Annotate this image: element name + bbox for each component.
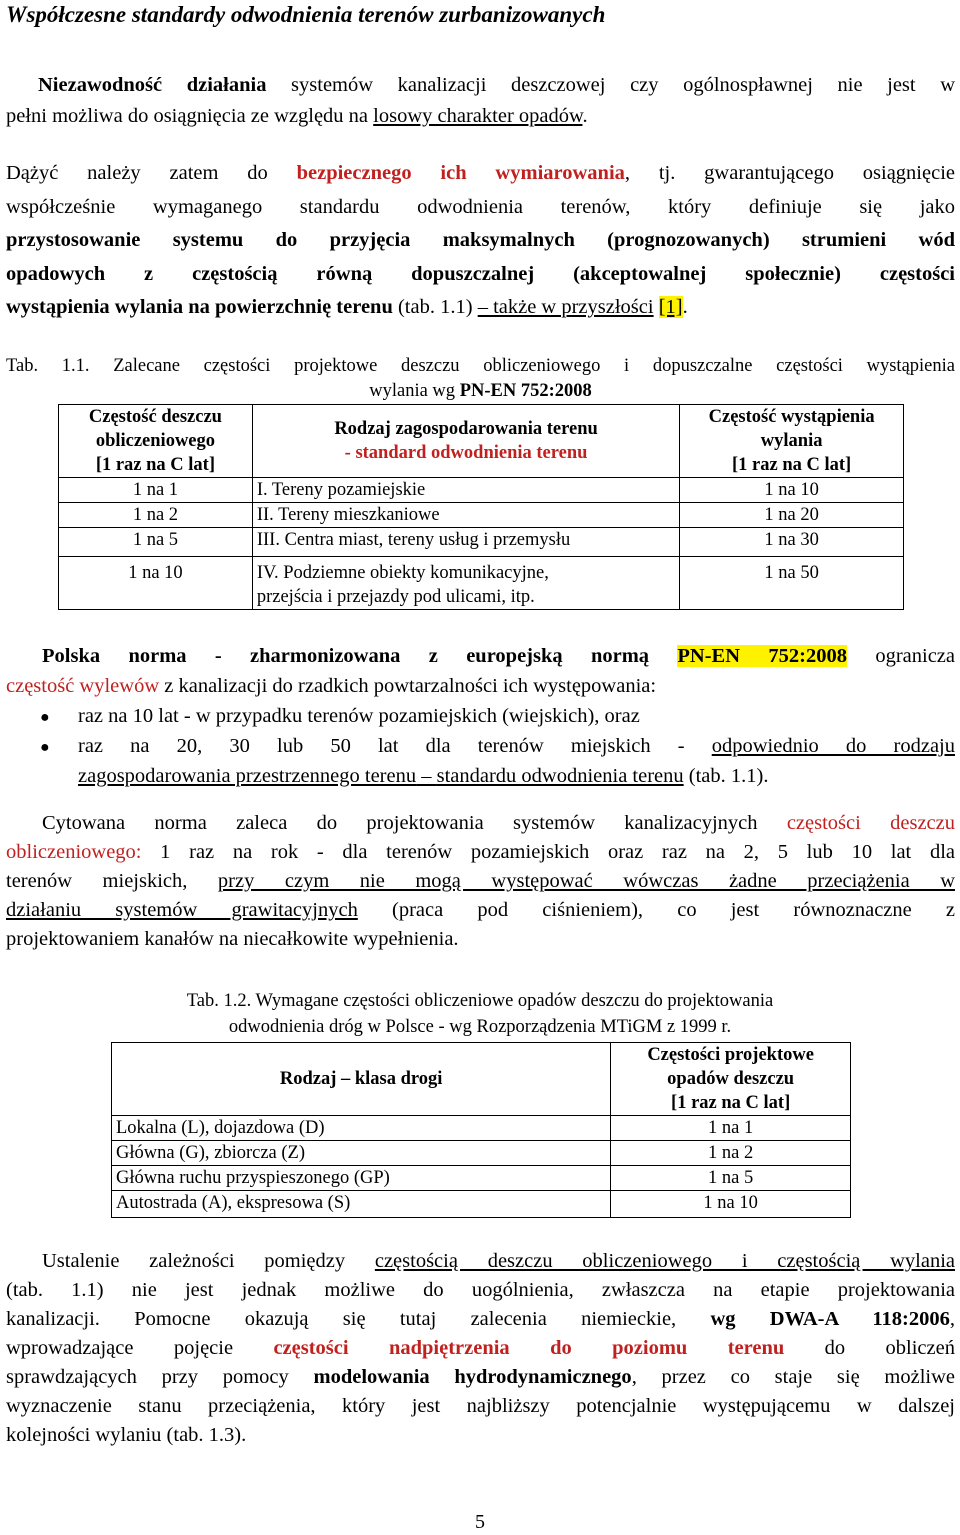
- table-cell: 1 na 10: [611, 1191, 851, 1218]
- bullet-2-underline-3: standardu odwodnienia terenu: [436, 765, 684, 787]
- p5-red: częstości nadpiętrzenia do poziomu terenu: [273, 1337, 785, 1359]
- p2-line-3: przystosowanie systemu do przyjęcia maksymalnych (prognozowanych) strumieni wód: [6, 229, 955, 251]
- p5-text-5-end: , przez co staje się możliwe: [631, 1366, 955, 1388]
- table-2: [111, 1042, 851, 1218]
- table-cell: 1 na 5: [59, 528, 253, 557]
- table-header-row: [112, 1043, 851, 1116]
- p3-bold: Polska norma - zharmonizowana z europejską normą: [42, 645, 678, 667]
- p2-line-5-space: [654, 296, 659, 318]
- table-2-caption-line-2: odwodnienia dróg w Polsce - wg Rozporządzenia MTiGM z 1999 r.: [228, 1017, 732, 1037]
- reference-link[interactable]: [1]: [658, 296, 683, 318]
- p1-text: systemów kanalizacji deszczowej czy ogólnospławnej nie jest w: [266, 74, 955, 96]
- p5-text-7: kolejności wylaniu (tab. 1.3).: [6, 1424, 247, 1446]
- table-row: [59, 503, 904, 528]
- p4-text-3: terenów miejskich,: [6, 870, 218, 892]
- table-1: [58, 404, 904, 610]
- bullet-2-underline: odpowiednio do rodzaju: [711, 735, 955, 757]
- p2-text-2: , tj. gwarantującego osiągnięcie: [624, 162, 955, 184]
- p5-text: Ustalenie zależności pomiędzy: [42, 1250, 375, 1272]
- p4-text-5: projektowaniem kanałów na niecałkowite wypełnienia.: [6, 928, 459, 950]
- p2-line-5-underline: – także w przyszłości: [477, 296, 654, 318]
- paragraph-1: [6, 70, 955, 132]
- p2-line-4: opadowych z częstością równą dopuszczalnej (akceptowalnej społecznie) częstości: [6, 262, 955, 285]
- table-cell: 1 na 2: [611, 1141, 851, 1166]
- p1-text-2: pełni możliwa do osiągnięcia ze względu na: [6, 105, 374, 127]
- table-cell: 1 na 1: [59, 478, 253, 503]
- p1-end: .: [582, 105, 588, 127]
- p4-red: częstości deszczu: [786, 812, 955, 834]
- table-cell: 1 na 10: [680, 478, 904, 503]
- table-row: [112, 1116, 851, 1141]
- bullet-2-end: (tab. 1.1).: [683, 765, 769, 787]
- header-cell: Rodzaj – klasa drogi: [112, 1043, 611, 1116]
- table-cell: 1 na 5: [611, 1166, 851, 1191]
- page-number: 5: [475, 1511, 485, 1533]
- header-cell: [1 raz na C lat]: [95, 455, 216, 475]
- table-1-caption-line-2: wylania wg: [369, 381, 460, 401]
- p2-line-5-bold: wystąpienia wylania na powierzchnię terenu: [6, 296, 393, 318]
- table-cell: 1 na 10: [59, 557, 253, 610]
- bullet-2-underline-2: zagospodarowania przestrzennego terenu: [78, 765, 417, 787]
- table-row: [112, 1141, 851, 1166]
- header-cell: obliczeniowego: [95, 431, 216, 451]
- p4-underline: przy czym nie mogą występować wówczas żadne przeciążenia w: [217, 870, 956, 892]
- p2-line-5-end: .: [682, 296, 688, 318]
- bullet-icon: ●: [40, 739, 50, 756]
- table-row: [59, 478, 904, 503]
- header-cell: [1 raz na C lat]: [732, 455, 852, 475]
- p5-bold-2: modelowania hydrodynamicznego: [313, 1366, 632, 1388]
- p4-underline-2: działaniu systemów grawitacyjnych: [6, 899, 358, 921]
- p3-highlight: PN-EN 752:2008: [677, 645, 847, 667]
- header-cell: Częstości projektowe: [647, 1045, 814, 1065]
- table-cell: Lokalna (L), dojazdowa (D): [112, 1116, 611, 1141]
- p3-text-2: z kanalizacji do rzadkich powtarzalności ich występowania:: [159, 675, 657, 697]
- table-cell: 1 na 50: [680, 557, 904, 610]
- p5-text-6: wyznaczenie stanu przeciążenia, który jest najbliższy potencjalnie występującemu w dalszej: [6, 1395, 955, 1417]
- header-cell: wylania: [760, 431, 823, 451]
- paragraph-4: [6, 809, 955, 954]
- p1-bold: Niezawodność działania: [38, 74, 267, 96]
- table-1-caption-norm: PN-EN 752:2008: [459, 381, 592, 401]
- table-2-caption-line-1: Tab. 1.2. Wymagane częstości obliczeniowe opadów deszczu do projektowania: [186, 991, 774, 1011]
- header-cell: Rodzaj zagospodarowania terenu: [334, 419, 598, 439]
- p5-text-3: kanalizacji. Pomocne okazują się tutaj zalecenia niemieckie,: [6, 1308, 711, 1330]
- p4-text-4: (praca pod ciśnieniem), co jest równoznaczne z: [357, 899, 956, 921]
- p2-red: bezpiecznego ich wymiarowania: [296, 162, 625, 184]
- bullet-item-1: raz na 10 lat - w przypadku terenów pozamiejskich (wiejskich), oraz: [78, 705, 640, 727]
- p5-text-4: wprowadzające pojęcie: [6, 1337, 274, 1359]
- table-row: [112, 1191, 851, 1218]
- table-cell: Główna (G), zbiorcza (Z): [112, 1141, 611, 1166]
- bullet-icon: ●: [40, 709, 50, 726]
- p5-text-5: sprawdzających przy pomocy: [6, 1366, 314, 1388]
- table-cell: 1 na 1: [611, 1116, 851, 1141]
- table-cell: Autostrada (A), ekspresowa (S): [112, 1191, 611, 1218]
- table-cell: 1 na 20: [680, 503, 904, 528]
- table-header-row: [59, 405, 904, 478]
- table-cell: Główna ruchu przyspieszonego (GP): [112, 1166, 611, 1191]
- p1-underline: losowy charakter opadów: [373, 105, 583, 127]
- header-cell: opadów deszczu: [667, 1069, 795, 1089]
- p2-line-2: współcześnie wymaganego standardu odwodnienia terenów, który definiuje się jako: [6, 195, 955, 218]
- p5-underline: częstością deszczu obliczeniowego i częstością wylania: [374, 1250, 956, 1272]
- table-cell: IV. Podziemne obiekty komunikacyjne,: [256, 563, 549, 583]
- header-cell: [1 raz na C lat]: [671, 1093, 791, 1113]
- table-cell: II. Tereny mieszkaniowe: [252, 503, 679, 528]
- bullet-2-dash: –: [416, 765, 437, 787]
- bullet-2-text: raz na 20, 30 lub 50 lat dla terenów miejskich -: [78, 735, 712, 757]
- table-cell: 1 na 30: [680, 528, 904, 557]
- table-cell: przejścia i przejazdy pod ulicami, itp.: [256, 587, 535, 607]
- table-2-caption: [108, 988, 852, 1040]
- p3-red: częstość wylewów: [6, 675, 160, 697]
- table-cell: 1 na 2: [59, 503, 253, 528]
- p2-line-5-text: (tab. 1.1): [392, 296, 478, 318]
- table-cell: III. Centra miast, tereny usług i przemysłu: [252, 528, 679, 557]
- header-cell: Częstość wystąpienia: [708, 407, 875, 427]
- p2-text: Dążyć należy zatem do: [6, 162, 297, 184]
- p4-red-2: obliczeniowego:: [6, 841, 142, 863]
- table-1-caption-line-1: Tab. 1.1. Zalecane częstości projektowe deszczu obliczeniowego i dopuszczalne częstości wystąpienia: [6, 356, 955, 376]
- paragraph-3: [6, 641, 955, 701]
- p4-text-2: 1 raz na rok - dla terenów pozamiejskich oraz raz na 2, 5 lub 10 lat dla: [141, 841, 955, 863]
- paragraph-5: [6, 1247, 955, 1450]
- table-1-caption: [6, 354, 955, 404]
- p4-text: Cytowana norma zaleca do projektowania systemów kanalizacyjnych: [42, 812, 787, 834]
- table-row: [59, 528, 904, 557]
- header-cell: - standard odwodnienia terenu: [344, 443, 588, 463]
- p3-text: ogranicza: [846, 645, 955, 667]
- bullet-item-2: [78, 731, 955, 791]
- p5-bold: wg DWA-A 118:2006: [710, 1308, 950, 1330]
- page-title: Współczesne standardy odwodnienia terenów zurbanizowanych: [6, 2, 606, 27]
- header-cell: Częstość deszczu: [88, 407, 222, 427]
- paragraph-2: [6, 157, 955, 325]
- p5-text-4-end: do obliczeń: [784, 1337, 955, 1359]
- p5-text-2: (tab. 1.1) nie jest jednak możliwe do uogólnienia, zwłaszcza na etapie projektowania: [6, 1279, 955, 1301]
- table-row: [59, 557, 904, 610]
- table-row: [112, 1166, 851, 1191]
- p5-comma: ,: [949, 1308, 955, 1330]
- table-cell: I. Tereny pozamiejskie: [252, 478, 679, 503]
